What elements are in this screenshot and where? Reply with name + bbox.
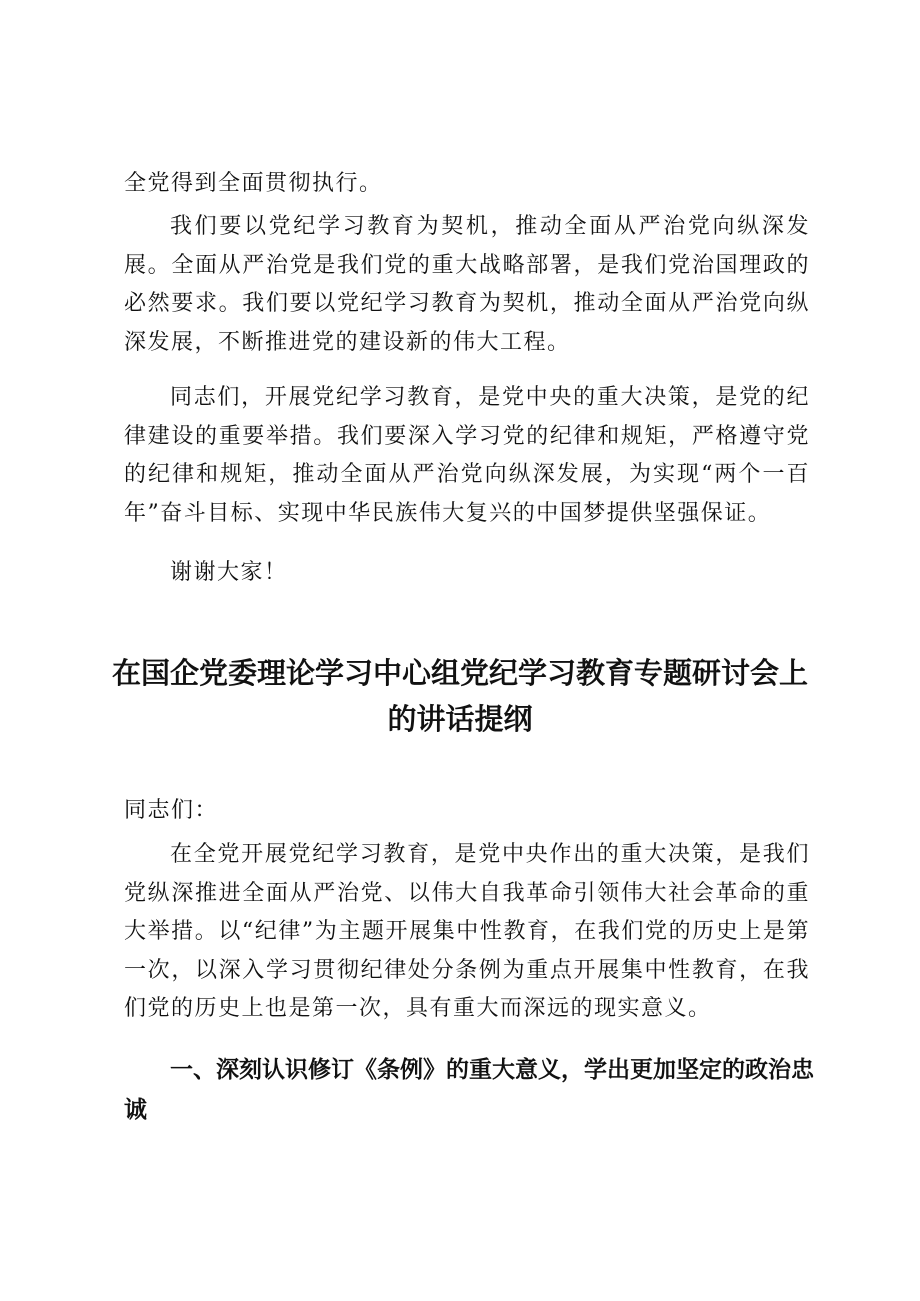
paragraph-opportunity: 我们要以党纪学习教育为契机，推动全面从严治党向纵深发展。全面从严治党是我们党的重大战略部署，是我们党治国理政的必然要求。我们要以党纪学习教育为契机，推动全面从严治党向纵深发展，不断推进党的建设新的伟大工程。 [124,214,810,355]
paragraph-intro: 在全党开展党纪学习教育，是党中央作出的重大决策，是我们党纵深推进全面从严治党、以伟大自我革命引领伟大社会革命的重大举措。以“纪律”为主题开展集中性教育，在我们党的历史上是第一次，以深入学习贯彻纪律处分条例为重点开展集中性教育，在我们党的历史上也是第一次，具有重大而深远的现实意义。 [124,842,810,1021]
paragraph-thanks: 谢谢大家！ [170,560,288,585]
paragraph-continuation: 全党得到全面贯彻执行。 [124,171,383,196]
document-title: 在国企党委理论学习中心组党纪学习教育专题研讨会上的讲话提纲 [111,656,808,736]
paragraph-closing-remarks: 同志们，开展党纪学习教育，是党中央的重大决策，是党的纪律建设的重要举措。我们要深入学习党的纪律和规矩，严格遵守党的纪律和规矩，推动全面从严治党向纵深发展，为实现“两个一百年”奋斗目标、实现中华民族伟大复兴的中国梦提供坚强保证。 [124,385,810,526]
section-heading-1: 一、深刻认识修订《条例》的重大意义，学出更加坚定的政治忠诚 [124,1057,814,1123]
salutation: 同志们： [124,798,219,823]
